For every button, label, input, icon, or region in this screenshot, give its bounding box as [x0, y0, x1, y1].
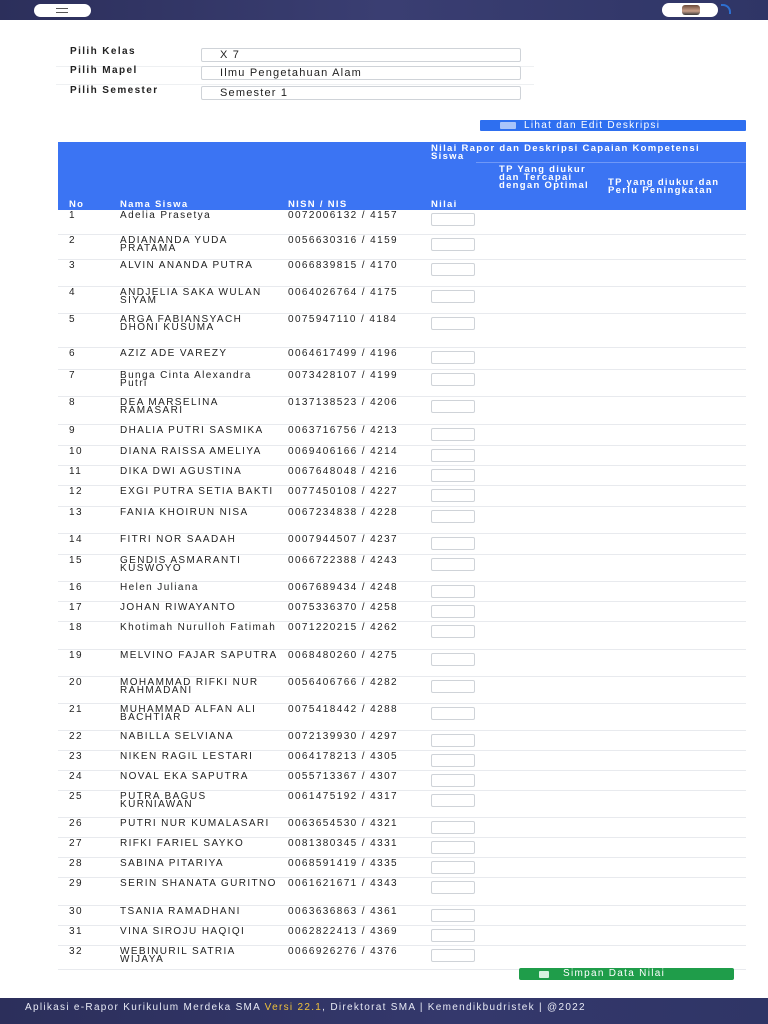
row-no: 11	[69, 466, 83, 477]
student-nisn-nis: 0075947110 / 4184	[288, 314, 398, 325]
nilai-input[interactable]	[431, 909, 475, 922]
row-no: 5	[69, 314, 76, 325]
student-name: MELVINO FAJAR SAPUTRA	[120, 650, 278, 661]
student-name: NOVAL EKA SAPUTRA	[120, 771, 249, 782]
save-icon	[539, 971, 549, 978]
student-nisn-nis: 0066839815 / 4170	[288, 260, 398, 271]
student-name: ALVIN ANANDA PUTRA	[120, 260, 254, 271]
student-nisn-nis: 0066722388 / 4243	[288, 555, 398, 566]
kelas-select[interactable]: X 7	[201, 48, 521, 62]
user-avatar	[682, 5, 700, 15]
student-nisn-nis: 0061475192 / 4317	[288, 791, 398, 802]
nilai-input[interactable]	[431, 794, 475, 807]
student-nisn-nis: 0072006132 / 4157	[288, 210, 398, 221]
row-no: 30	[69, 906, 83, 917]
edit-icon	[500, 122, 516, 129]
header-nama-siswa: Nama Siswa	[120, 199, 189, 210]
student-name: Bunga Cinta Alexandra Putri	[120, 370, 252, 389]
table-row	[58, 878, 746, 906]
student-name: FANIA KHOIRUN NISA	[120, 507, 249, 518]
student-name: PUTRA BAGUS KURNIAWAN	[120, 791, 207, 810]
table-row	[58, 704, 746, 731]
table-row	[58, 486, 746, 507]
nilai-input[interactable]	[431, 841, 475, 854]
student-name: ARGA FABIANSYACH DHONI KUSUMA	[120, 314, 243, 333]
row-no: 10	[69, 446, 83, 457]
table-row	[58, 370, 746, 397]
nilai-input[interactable]	[431, 238, 475, 251]
table-row	[58, 582, 746, 602]
student-name: SABINA PITARIYA	[120, 858, 224, 869]
nilai-input[interactable]	[431, 449, 475, 462]
row-no: 6	[69, 348, 76, 359]
row-no: 23	[69, 751, 83, 762]
nilai-input[interactable]	[431, 774, 475, 787]
row-no: 24	[69, 771, 83, 782]
student-nisn-nis: 0063716756 / 4213	[288, 425, 398, 436]
student-name: PUTRI NUR KUMALASARI	[120, 818, 270, 829]
footer-text	[25, 1003, 745, 1012]
row-no: 13	[69, 507, 83, 518]
student-nisn-nis: 0081380345 / 4331	[288, 838, 398, 849]
table-row	[58, 906, 746, 926]
footer-credits: , Direktorat SMA | Kemendikbudristek | @2022	[322, 1002, 586, 1013]
row-no: 25	[69, 791, 83, 802]
nilai-input[interactable]	[431, 881, 475, 894]
student-nisn-nis: 0056630316 / 4159	[288, 235, 398, 246]
table-row	[58, 425, 746, 446]
table-row	[58, 731, 746, 751]
nilai-input[interactable]	[431, 510, 475, 523]
student-nisn-nis: 0075336370 / 4258	[288, 602, 398, 613]
header-nisn-nis: NISN / NIS	[288, 199, 348, 210]
table-header	[58, 142, 746, 210]
footer-version: Versi 22.1	[264, 1002, 323, 1013]
table-row	[58, 314, 746, 348]
semester-row	[56, 84, 534, 104]
student-name: JOHAN RIWAYANTO	[120, 602, 237, 613]
nilai-input[interactable]	[431, 754, 475, 767]
hamburger-icon	[56, 8, 68, 13]
nilai-input[interactable]	[431, 537, 475, 550]
table-row	[58, 397, 746, 425]
menu-toggle-button[interactable]	[34, 4, 91, 17]
nilai-input[interactable]	[431, 558, 475, 571]
row-no: 12	[69, 486, 83, 497]
row-no: 18	[69, 622, 83, 633]
table-row	[58, 818, 746, 838]
student-nisn-nis: 0066926276 / 4376	[288, 946, 398, 957]
table-row	[58, 210, 746, 235]
row-no: 7	[69, 370, 76, 381]
table-row	[58, 751, 746, 771]
table-row	[58, 466, 746, 486]
student-nisn-nis: 0068480260 / 4275	[288, 650, 398, 661]
desc-button-label: Lihat dan Edit Deskripsi	[524, 120, 661, 131]
student-nisn-nis: 0064617499 / 4196	[288, 348, 398, 359]
student-name: Adelia Prasetya	[120, 210, 212, 221]
mapel-row	[56, 63, 534, 83]
student-nisn-nis: 0064026764 / 4175	[288, 287, 398, 298]
table-row	[58, 771, 746, 791]
nilai-input[interactable]	[431, 707, 475, 720]
student-name: Helen Juliana	[120, 582, 199, 593]
nilai-input[interactable]	[431, 400, 475, 413]
student-nisn-nis: 0063636863 / 4361	[288, 906, 398, 917]
table-row	[58, 446, 746, 466]
student-name: AZIZ ADE VAREZY	[120, 348, 228, 359]
student-name: ADIANANDA YUDA PRATAMA	[120, 235, 228, 254]
table-row	[58, 926, 746, 946]
student-name: MUHAMMAD ALFAN ALI BACHTIAR	[120, 704, 257, 723]
row-no: 1	[69, 210, 76, 221]
row-no: 27	[69, 838, 83, 849]
nilai-input[interactable]	[431, 949, 475, 962]
student-name: DIANA RAISSA AMELIYA	[120, 446, 262, 457]
nilai-input[interactable]	[431, 861, 475, 874]
header-nilai: Nilai	[431, 199, 458, 210]
row-no: 32	[69, 946, 83, 957]
student-nisn-nis: 0073428107 / 4199	[288, 370, 398, 381]
header-tp-optimal: TP Yang diukur dan Tercapai dengan Optimal	[499, 164, 589, 191]
student-nisn-nis: 0075418442 / 4288	[288, 704, 398, 715]
header-tp-peningkatan: TP yang diukur dan Perlu Peningkatan	[608, 177, 720, 196]
student-nisn-nis: 0055713367 / 4307	[288, 771, 398, 782]
student-name: SERIN SHANATA GURITNO	[120, 878, 277, 889]
row-no: 16	[69, 582, 83, 593]
row-no: 28	[69, 858, 83, 869]
student-nisn-nis: 0064178213 / 4305	[288, 751, 398, 762]
nilai-input[interactable]	[431, 625, 475, 638]
table-row	[58, 507, 746, 534]
row-no: 14	[69, 534, 83, 545]
student-name: NABILLA SELVIANA	[120, 731, 234, 742]
row-no: 8	[69, 397, 76, 408]
student-nisn-nis: 0137138523 / 4206	[288, 397, 398, 408]
table-row	[58, 650, 746, 677]
student-name: VINA SIROJU HAQIQI	[120, 926, 246, 937]
lihat-edit-deskripsi-button[interactable]	[480, 120, 746, 131]
semester-select[interactable]: Semester 1	[201, 86, 521, 100]
row-no: 3	[69, 260, 76, 271]
top-navbar	[0, 0, 768, 20]
nilai-input[interactable]	[431, 317, 475, 330]
header-no: No	[69, 199, 85, 210]
nilai-input[interactable]	[431, 469, 475, 482]
student-name: EXGI PUTRA SETIA BAKTI	[120, 486, 274, 497]
student-name: MOHAMMAD RIFKI NUR RAHMADANI	[120, 677, 259, 696]
footer	[0, 998, 768, 1024]
student-name: NIKEN RAGIL LESTARI	[120, 751, 254, 762]
student-name: TSANIA RAMADHANI	[120, 906, 241, 917]
table-row	[58, 348, 746, 370]
student-nisn-nis: 0071220215 / 4262	[288, 622, 398, 633]
footer-app-name: Aplikasi e-Rapor Kurikulum Merdeka SMA	[25, 1002, 265, 1013]
row-no: 29	[69, 878, 83, 889]
nilai-input[interactable]	[431, 653, 475, 666]
table-row	[58, 555, 746, 582]
table-row	[58, 534, 746, 555]
table-row	[58, 235, 746, 260]
student-nisn-nis: 0067234838 / 4228	[288, 507, 398, 518]
table-row	[58, 602, 746, 622]
row-no: 2	[69, 235, 76, 246]
semester-label: Pilih Semester	[70, 85, 159, 96]
student-name: FITRI NOR SAADAH	[120, 534, 237, 545]
student-name: ANDJELIA SAKA WULAN SIYAM	[120, 287, 262, 306]
user-menu-indicator-icon	[721, 4, 731, 14]
row-no: 21	[69, 704, 83, 715]
student-nisn-nis: 0063654530 / 4321	[288, 818, 398, 829]
student-name: WEBINURIL SATRIA WIJAYA	[120, 946, 236, 965]
row-no: 22	[69, 731, 83, 742]
mapel-select[interactable]: Ilmu Pengetahuan Alam	[201, 66, 521, 80]
student-nisn-nis: 0061621671 / 4343	[288, 878, 398, 889]
student-name: Khotimah Nurulloh Fatimah	[120, 622, 277, 633]
student-nisn-nis: 0067689434 / 4248	[288, 582, 398, 593]
row-no: 19	[69, 650, 83, 661]
nilai-input[interactable]	[431, 213, 475, 226]
student-name: RIFKI FARIEL SAYKO	[120, 838, 245, 849]
table-row	[58, 791, 746, 818]
kelas-label: Pilih Kelas	[70, 46, 136, 57]
nilai-input[interactable]	[431, 290, 475, 303]
nilai-input[interactable]	[431, 585, 475, 598]
table-row	[58, 677, 746, 704]
row-no: 15	[69, 555, 83, 566]
student-name: DHALIA PUTRI SASMIKA	[120, 425, 264, 436]
filter-form	[56, 39, 534, 105]
table-row	[58, 946, 746, 970]
student-nisn-nis: 0069406166 / 4214	[288, 446, 398, 457]
student-name: DIKA DWI AGUSTINA	[120, 466, 243, 477]
header-nilai-rapor-deskripsi: Nilai Rapor dan Deskripsi Capaian Kompetensi Siswa	[431, 143, 700, 162]
nilai-input[interactable]	[431, 373, 475, 386]
table-row	[58, 622, 746, 650]
student-nisn-nis: 0056406766 / 4282	[288, 677, 398, 688]
table-row	[58, 838, 746, 858]
nilai-input[interactable]	[431, 263, 475, 276]
row-no: 17	[69, 602, 83, 613]
simpan-data-nilai-button[interactable]	[519, 968, 734, 980]
row-no: 4	[69, 287, 76, 298]
row-no: 31	[69, 926, 83, 937]
student-nisn-nis: 0007944507 / 4237	[288, 534, 398, 545]
row-no: 9	[69, 425, 76, 436]
table-row	[58, 858, 746, 878]
user-menu-button[interactable]	[662, 3, 718, 17]
nilai-input[interactable]	[431, 428, 475, 441]
row-no: 26	[69, 818, 83, 829]
nilai-input[interactable]	[431, 680, 475, 693]
student-nisn-nis: 0068591419 / 4335	[288, 858, 398, 869]
student-nisn-nis: 0072139930 / 4297	[288, 731, 398, 742]
student-name: DEA MARSELINA RAMASARI	[120, 397, 219, 416]
mapel-label: Pilih Mapel	[70, 65, 138, 76]
row-no: 20	[69, 677, 83, 688]
nilai-input[interactable]	[431, 489, 475, 502]
table-row	[58, 260, 746, 287]
save-button-label: Simpan Data Nilai	[563, 968, 666, 979]
table-row	[58, 287, 746, 314]
student-nisn-nis: 0067648048 / 4216	[288, 466, 398, 477]
student-nisn-nis: 0062822413 / 4369	[288, 926, 398, 937]
nilai-input[interactable]	[431, 734, 475, 747]
student-nisn-nis: 0077450108 / 4227	[288, 486, 398, 497]
nilai-input[interactable]	[431, 929, 475, 942]
nilai-input[interactable]	[431, 351, 475, 364]
kelas-row	[56, 45, 534, 65]
student-name: GENDIS ASMARANTI KUSWOYO	[120, 555, 242, 574]
nilai-input[interactable]	[431, 605, 475, 618]
nilai-input[interactable]	[431, 821, 475, 834]
